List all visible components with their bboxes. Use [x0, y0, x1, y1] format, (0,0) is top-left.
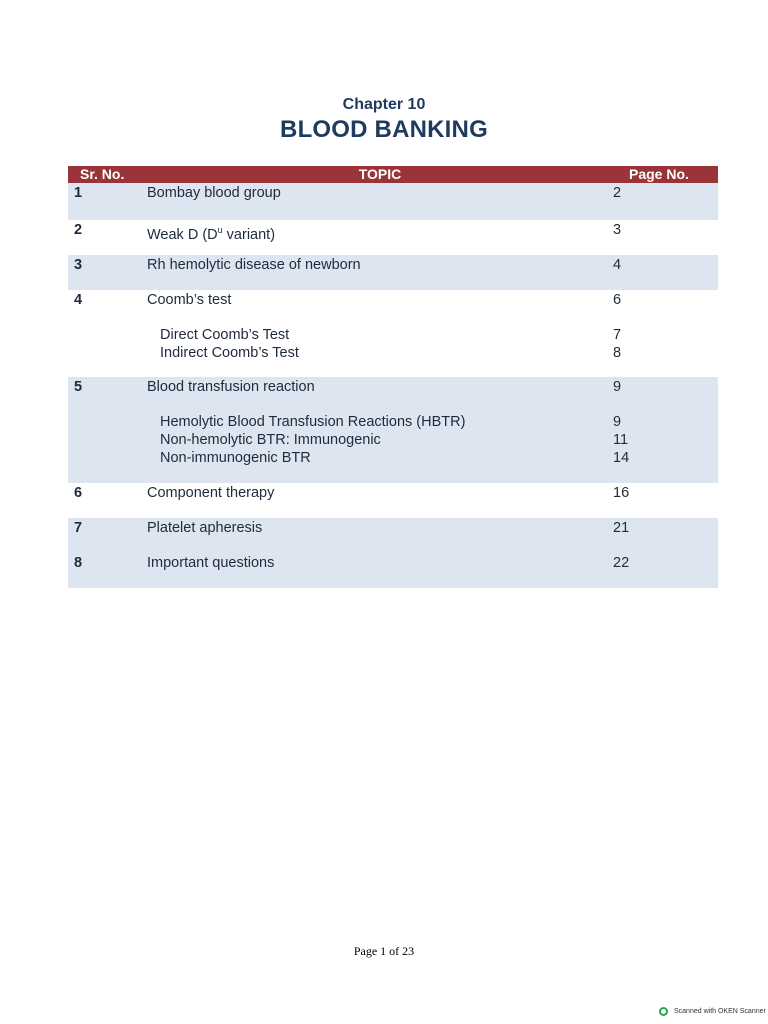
row-topic: Component therapy	[147, 485, 275, 501]
header-page-no: Page No.	[629, 166, 689, 182]
table-row	[68, 377, 718, 483]
row-topic: Platelet apheresis	[147, 520, 263, 536]
row-number: 4	[74, 292, 83, 308]
table-row	[68, 553, 718, 588]
row-topic	[147, 221, 613, 243]
row-page: 21	[613, 520, 630, 536]
sub-page: 7	[613, 327, 622, 343]
table-row	[68, 183, 718, 220]
row-topic: Important questions	[147, 555, 275, 571]
header-topic: TOPIC	[358, 166, 402, 182]
title-block	[0, 96, 768, 144]
sub-page: 14	[613, 450, 630, 466]
row-page: 4	[613, 257, 622, 273]
sub-page: 8	[613, 345, 622, 361]
toc-table	[68, 166, 718, 588]
sub-topic: Non-hemolytic BTR: Immunogenic	[160, 432, 381, 448]
row-topic: Rh hemolytic disease of newborn	[147, 257, 361, 273]
row-topic: Bombay blood group	[147, 185, 281, 201]
row-number: 8	[74, 555, 83, 571]
row-topic-text-rest: variant)	[222, 226, 276, 243]
scanner-watermark	[659, 1007, 766, 1016]
scanner-logo-icon	[659, 1007, 668, 1016]
sub-topic: Indirect Coomb’s Test	[160, 345, 299, 361]
sub-topic: Direct Coomb’s Test	[160, 327, 290, 343]
row-number: 7	[74, 520, 83, 536]
sub-page: 9	[613, 414, 622, 430]
header-sr-no: Sr. No.	[80, 166, 125, 182]
row-page: 6	[613, 292, 622, 308]
row-topic-text: Weak D (D	[147, 226, 218, 243]
table-row	[68, 290, 718, 377]
page-number: Page 1 of 23	[353, 944, 415, 958]
row-page: 16	[613, 485, 630, 501]
row-page: 2	[613, 185, 622, 201]
row-number: 1	[74, 185, 83, 201]
row-page: 22	[613, 555, 630, 571]
row-number: 6	[74, 485, 83, 501]
table-row	[68, 483, 718, 518]
row-topic-superscript: u	[217, 225, 223, 235]
row-page: 9	[613, 379, 622, 395]
sub-topic: Hemolytic Blood Transfusion Reactions (HBTR)	[160, 414, 466, 430]
page-title: BLOOD BANKING	[280, 116, 488, 143]
scanner-text: Scanned with OKEN Scanner	[674, 1008, 766, 1015]
sub-page: 11	[613, 432, 629, 448]
row-topic: Blood transfusion reaction	[147, 379, 315, 395]
row-page: 3	[613, 222, 622, 238]
table-row	[68, 255, 718, 290]
row-number: 5	[74, 379, 83, 395]
table-row	[68, 518, 718, 553]
row-number: 2	[74, 222, 83, 238]
toc-header-row	[68, 166, 718, 183]
chapter-label: Chapter 10	[342, 96, 426, 113]
row-topic: Coomb’s test	[147, 292, 232, 308]
row-number: 3	[74, 257, 83, 273]
sub-topic: Non-immunogenic BTR	[160, 450, 311, 466]
table-row	[68, 220, 718, 255]
